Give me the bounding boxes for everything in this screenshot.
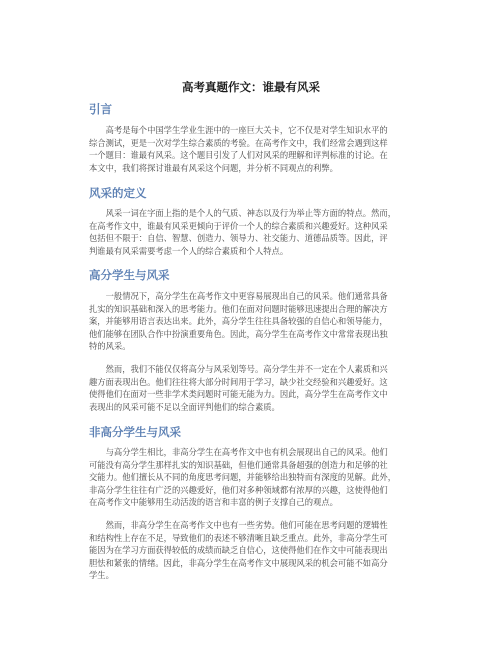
text-line: 高考是每个中国学生学业生涯中的一座巨大关卡，它不仅是对学生知识水平的 — [89, 125, 388, 135]
text-line: 表现出的风采可能不足以全面评判他们的综合素质。 — [89, 401, 280, 412]
text-line: 和结构性上存在不足，导致他们的表述不够清晰且缺乏重点。此外，非高分学生可 — [89, 532, 388, 543]
section-heading-intro: 引言 — [89, 102, 112, 116]
section-heading-high-score: 高分学生与风采 — [89, 268, 170, 282]
document-title: 高考真题作文：谁最有风采 — [182, 80, 320, 94]
text-line: 在高考作文中，谁最有风采更倾向于评价一个人的综合素质和兴趣爱好。这种风采 — [89, 220, 388, 231]
text-line: 能因为在学习方面获得较低的成绩而缺乏自信心，这使得他们在作文中可能表现出 — [89, 545, 388, 555]
text-line: 与高分学生相比，非高分学生在高考作文中也有机会展现出自己的风采。他们 — [89, 447, 388, 457]
text-line: 胆怯和紧张的情绪。因此，非高分学生在高考作文中展现风采的机会可能不如高分 — [89, 557, 388, 568]
text-line: 在高考作文中能够用生动活泼的语言和丰富的例子支撑自己的观点。 — [89, 497, 338, 507]
section-heading-non-high-score: 非高分学生与风采 — [89, 425, 181, 439]
paragraph — [89, 124, 419, 174]
text-line: 学生。 — [89, 570, 114, 580]
text-line: 本文中，我们将探讨谁最有风采这个问题，并分析不同观点的利弊。 — [89, 162, 338, 173]
text-line: 非高分学生往往有广泛的兴趣爱好，他们对多种领域都有浓厚的兴趣，这使得他们 — [89, 484, 388, 495]
text-line: 风采一词在字面上指的是个人的气质、神态以及行为举止等方面的特点。然而， — [89, 208, 396, 218]
text-line: 一般情况下，高分学生在高考作文中更容易展现出自己的风采。他们通常具备 — [89, 291, 388, 301]
text-line: 特的风采。 — [89, 341, 131, 351]
paragraph — [89, 446, 419, 509]
paragraph — [89, 363, 419, 413]
text-line: 综合测试，更是一次对学生综合素质的考验。在高考作文中，我们经常会遇到这样 — [89, 137, 388, 148]
text-line: 然而，我们不能仅仅将高分与风采划等号。高分学生并不一定在个人素质和兴 — [89, 364, 388, 374]
section-heading-definition: 风采的定义 — [89, 186, 147, 200]
paragraph — [89, 207, 419, 257]
text-line: 可能没有高分学生那样扎实的知识基础，但他们通常具备超强的创造力和足够的社 — [89, 459, 388, 470]
text-line: 然而，非高分学生在高考作文中也有一些劣势。他们可能在思考问题的逻辑性 — [89, 520, 388, 530]
text-line: 包括但不限于：自信、智慧、创造力、领导力、社交能力、道德品质等。因此，评 — [89, 233, 388, 243]
text-line: 扎实的知识基础和深入的思考能力。他们在面对问题时能够迅速提出合理的解决方 — [89, 303, 388, 314]
text-line: 交能力。他们擅长从不同的角度思考问题，并能够给出独特而有深度的见解。此外， — [89, 472, 396, 482]
text-line: 趣方面表现出色。他们往往将大部分时间用于学习，缺少社交经验和兴趣爱好。这 — [89, 376, 388, 387]
paragraph — [89, 290, 419, 353]
text-line: 案，并能够用语言表达出来。此外，高分学生往往具备较强的自信心和领导能力， — [89, 316, 388, 326]
paragraph — [89, 519, 419, 582]
text-line: 使得他们在面对一些非学术类问题时可能无能为力。因此，高分学生在高考作文中 — [89, 389, 388, 399]
text-line: 判谁最有风采需要考虑一个人的综合素质和个人特点。 — [89, 245, 289, 256]
text-line: 他们能够在团队合作中扮演重要角色。因此，高分学生在高考作文中常常表现出独 — [89, 328, 388, 339]
text-line: 一个题目：谁最有风采。这个题目引发了人们对风采的理解和评判标准的讨论。在 — [89, 150, 388, 160]
